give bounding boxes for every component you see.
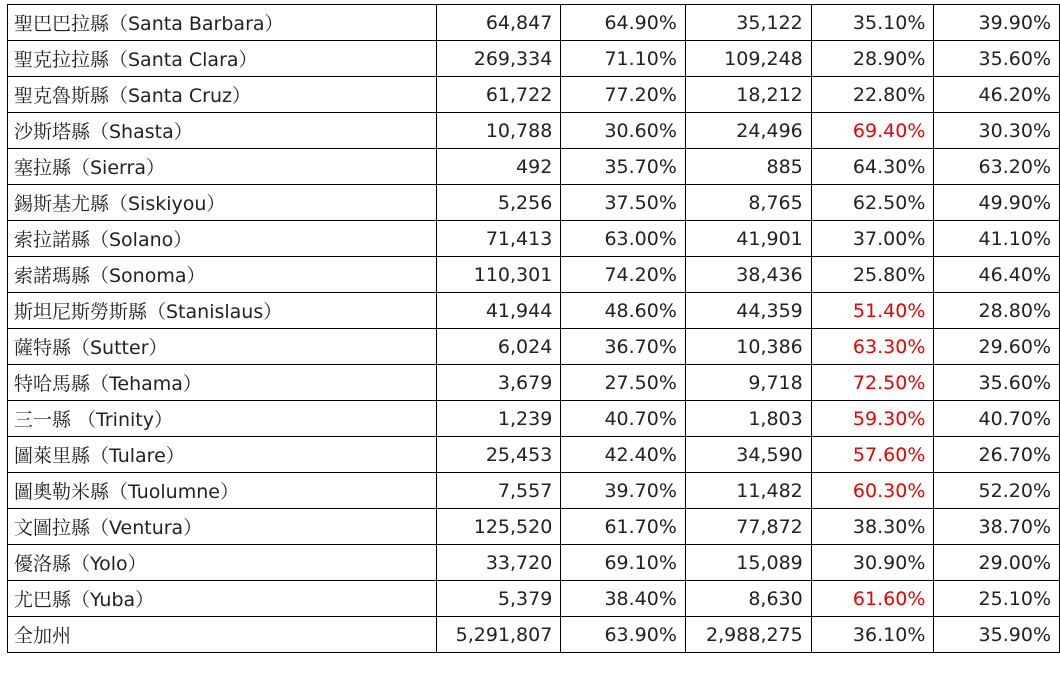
rep-pct-cell: 25.80%	[811, 257, 934, 293]
dem-pct-cell: 42.40%	[561, 437, 686, 473]
dem-votes-cell: 64,847	[437, 5, 561, 41]
county-name-cell: 圖萊里縣（Tulare）	[8, 437, 437, 473]
dem-votes-cell: 1,239	[437, 401, 561, 437]
dem-votes-cell: 269,334	[437, 41, 561, 77]
dem-pct-cell: 63.00%	[561, 221, 686, 257]
margin-cell: 35.60%	[934, 41, 1060, 77]
rep-votes-cell: 885	[685, 149, 811, 185]
dem-pct-cell: 37.50%	[561, 185, 686, 221]
rep-pct-cell: 57.60%	[811, 437, 934, 473]
county-name-cell: 聖克魯斯縣（Santa Cruz）	[8, 77, 437, 113]
rep-votes-cell: 10,386	[685, 329, 811, 365]
table-row	[8, 5, 1060, 41]
margin-cell: 29.00%	[934, 545, 1060, 581]
county-name-cell: 聖克拉拉縣（Santa Clara）	[8, 41, 437, 77]
county-name-cell: 斯坦尼斯勞斯縣（Stanislaus）	[8, 293, 437, 329]
margin-cell: 46.40%	[934, 257, 1060, 293]
table-row	[8, 185, 1060, 221]
rep-votes-cell: 44,359	[685, 293, 811, 329]
county-name-cell: 錫斯基尤縣（Siskiyou）	[8, 185, 437, 221]
rep-pct-cell: 38.30%	[811, 509, 934, 545]
dem-pct-cell: 71.10%	[561, 41, 686, 77]
dem-votes-cell: 6,024	[437, 329, 561, 365]
dem-pct-cell: 30.60%	[561, 113, 686, 149]
county-name-cell: 索諾瑪縣（Sonoma）	[8, 257, 437, 293]
rep-pct-cell: 59.30%	[811, 401, 934, 437]
dem-pct-cell: 36.70%	[561, 329, 686, 365]
rep-votes-cell: 34,590	[685, 437, 811, 473]
rep-pct-cell: 64.30%	[811, 149, 934, 185]
table-row	[8, 113, 1060, 149]
rep-pct-cell: 36.10%	[811, 617, 934, 653]
dem-votes-cell: 110,301	[437, 257, 561, 293]
dem-votes-cell: 25,453	[437, 437, 561, 473]
rep-votes-cell: 11,482	[685, 473, 811, 509]
rep-votes-cell: 41,901	[685, 221, 811, 257]
dem-votes-cell: 5,291,807	[437, 617, 561, 653]
table-row	[8, 365, 1060, 401]
table-row	[8, 401, 1060, 437]
rep-pct-cell: 28.90%	[811, 41, 934, 77]
table-row	[8, 545, 1060, 581]
rep-votes-cell: 77,872	[685, 509, 811, 545]
rep-pct-cell: 51.40%	[811, 293, 934, 329]
rep-votes-cell: 9,718	[685, 365, 811, 401]
table-row	[8, 221, 1060, 257]
margin-cell: 46.20%	[934, 77, 1060, 113]
dem-votes-cell: 10,788	[437, 113, 561, 149]
table-row	[8, 473, 1060, 509]
margin-cell: 49.90%	[934, 185, 1060, 221]
dem-votes-cell: 33,720	[437, 545, 561, 581]
rep-pct-cell: 62.50%	[811, 185, 934, 221]
county-name-cell: 索拉諾縣（Solano）	[8, 221, 437, 257]
margin-cell: 35.60%	[934, 365, 1060, 401]
table-row	[8, 509, 1060, 545]
county-name-cell: 優洛縣（Yolo）	[8, 545, 437, 581]
dem-votes-cell: 5,256	[437, 185, 561, 221]
rep-votes-cell: 8,630	[685, 581, 811, 617]
dem-pct-cell: 63.90%	[561, 617, 686, 653]
table-row	[8, 257, 1060, 293]
dem-pct-cell: 69.10%	[561, 545, 686, 581]
margin-cell: 29.60%	[934, 329, 1060, 365]
rep-votes-cell: 18,212	[685, 77, 811, 113]
margin-cell: 30.30%	[934, 113, 1060, 149]
table-row	[8, 329, 1060, 365]
dem-pct-cell: 74.20%	[561, 257, 686, 293]
dem-pct-cell: 27.50%	[561, 365, 686, 401]
dem-pct-cell: 38.40%	[561, 581, 686, 617]
margin-cell: 26.70%	[934, 437, 1060, 473]
dem-pct-cell: 35.70%	[561, 149, 686, 185]
rep-pct-cell: 72.50%	[811, 365, 934, 401]
dem-pct-cell: 64.90%	[561, 5, 686, 41]
table-row	[8, 41, 1060, 77]
county-name-cell: 薩特縣（Sutter）	[8, 329, 437, 365]
table-row	[8, 581, 1060, 617]
rep-pct-cell: 60.30%	[811, 473, 934, 509]
margin-cell: 38.70%	[934, 509, 1060, 545]
table-row	[8, 77, 1060, 113]
rep-pct-cell: 63.30%	[811, 329, 934, 365]
county-name-cell: 塞拉縣（Sierra）	[8, 149, 437, 185]
dem-pct-cell: 39.70%	[561, 473, 686, 509]
dem-votes-cell: 71,413	[437, 221, 561, 257]
table-body	[8, 5, 1060, 653]
rep-votes-cell: 8,765	[685, 185, 811, 221]
rep-pct-cell: 35.10%	[811, 5, 934, 41]
margin-cell: 63.20%	[934, 149, 1060, 185]
rep-votes-cell: 109,248	[685, 41, 811, 77]
county-name-cell: 特哈馬縣（Tehama）	[8, 365, 437, 401]
table-row	[8, 149, 1060, 185]
rep-votes-cell: 2,988,275	[685, 617, 811, 653]
margin-cell: 41.10%	[934, 221, 1060, 257]
margin-cell: 39.90%	[934, 5, 1060, 41]
dem-pct-cell: 48.60%	[561, 293, 686, 329]
county-name-cell: 三一縣 （Trinity）	[8, 401, 437, 437]
table-row	[8, 293, 1060, 329]
margin-cell: 40.70%	[934, 401, 1060, 437]
dem-votes-cell: 7,557	[437, 473, 561, 509]
rep-votes-cell: 38,436	[685, 257, 811, 293]
county-name-cell: 沙斯塔縣（Shasta）	[8, 113, 437, 149]
dem-votes-cell: 61,722	[437, 77, 561, 113]
county-results-table	[7, 4, 1060, 653]
dem-votes-cell: 492	[437, 149, 561, 185]
margin-cell: 25.10%	[934, 581, 1060, 617]
margin-cell: 35.90%	[934, 617, 1060, 653]
rep-votes-cell: 1,803	[685, 401, 811, 437]
rep-pct-cell: 30.90%	[811, 545, 934, 581]
rep-votes-cell: 35,122	[685, 5, 811, 41]
county-name-cell: 文圖拉縣（Ventura）	[8, 509, 437, 545]
county-name-cell: 聖巴巴拉縣（Santa Barbara）	[8, 5, 437, 41]
rep-votes-cell: 24,496	[685, 113, 811, 149]
county-name-cell: 尤巴縣（Yuba）	[8, 581, 437, 617]
dem-pct-cell: 61.70%	[561, 509, 686, 545]
dem-pct-cell: 77.20%	[561, 77, 686, 113]
rep-pct-cell: 37.00%	[811, 221, 934, 257]
margin-cell: 28.80%	[934, 293, 1060, 329]
rep-pct-cell: 61.60%	[811, 581, 934, 617]
dem-votes-cell: 5,379	[437, 581, 561, 617]
dem-pct-cell: 40.70%	[561, 401, 686, 437]
dem-votes-cell: 125,520	[437, 509, 561, 545]
table-row-total	[8, 617, 1060, 653]
margin-cell: 52.20%	[934, 473, 1060, 509]
county-name-cell: 全加州	[8, 617, 437, 653]
county-name-cell: 圖奧勒米縣（Tuolumne）	[8, 473, 437, 509]
rep-pct-cell: 69.40%	[811, 113, 934, 149]
rep-votes-cell: 15,089	[685, 545, 811, 581]
table-row	[8, 437, 1060, 473]
dem-votes-cell: 41,944	[437, 293, 561, 329]
rep-pct-cell: 22.80%	[811, 77, 934, 113]
dem-votes-cell: 3,679	[437, 365, 561, 401]
